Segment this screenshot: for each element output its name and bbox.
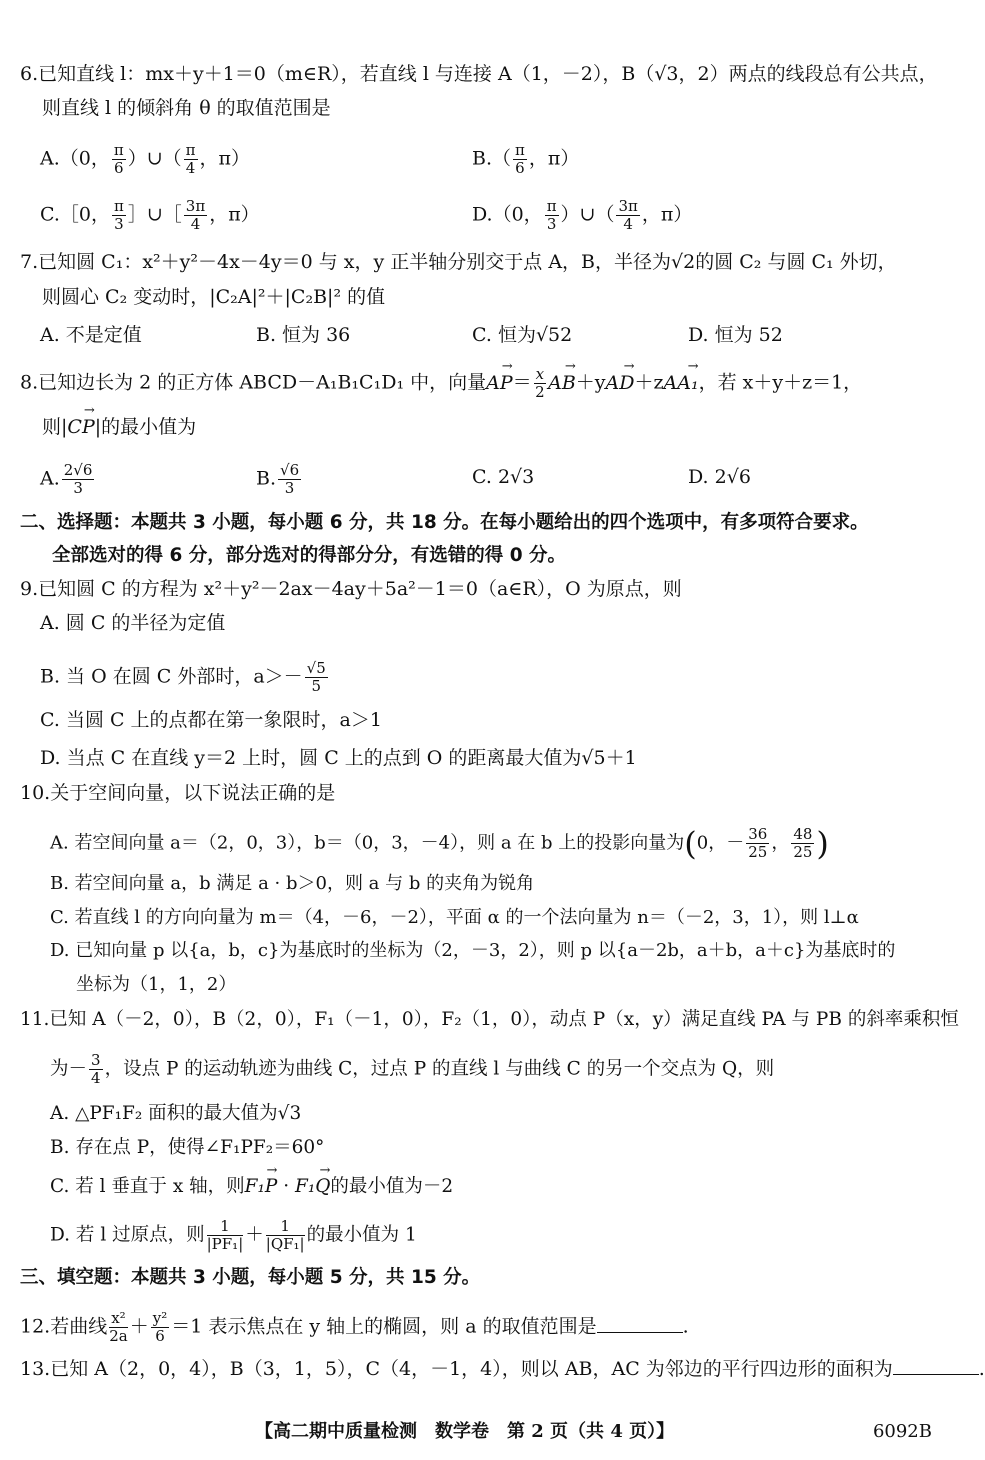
q11-option-d: D. 若 l 过原点，则 $\frac{1}{\text{|PF₁|}}$ ＋ $\frac{1}{\text{|QF₁|}}$ 的最小值为 1 [50, 1217, 417, 1253]
footer-code: 6092B [872, 1421, 932, 1442]
q6-stem-line2: 则直线 l 的倾斜角 θ 的取值范围是 [42, 97, 331, 119]
q9-option-d: D. 当点 C 在直线 y＝2 上时，圆 C 上的点到 O 的距离最大值为√5＋1 [40, 747, 637, 769]
q7-option-c: C. 恒为√52 [472, 324, 573, 346]
q8-option-a: A. $\frac{2√6}{3}$ [40, 461, 93, 497]
q10-option-d-line2: 坐标为（1，1，2） [76, 974, 237, 995]
q11-option-c: C. 若 l 垂直于 x 轴，则 → F₁P · → F₁Q的最小值为－2 [50, 1163, 454, 1197]
q10-option-a: A. 若空间向量 a＝（2，0，3），b＝（0，3，－4），则 a 在 b 上的投影向量为(0，－ $\frac{36}{25}$ ， $\frac{48}{25}$ ) [50, 824, 829, 863]
q11-option-b: B. 存在点 P，使得∠F₁PF₂＝60° [50, 1137, 325, 1158]
q6-stem-line1: 6.已知直线 l：mx＋y＋1＝0（m∈R），若直线 l 与连接 A（1，－2），B（√3，2）两点的线段总有公共点， [20, 63, 938, 85]
q9-option-b: B. 当 O 在圆 C 外部时，a＞－ $\frac{√5}{5}$ [40, 659, 326, 695]
q13-answer-blank[interactable] [893, 1356, 979, 1375]
q12-stem: 12.若曲线 $\frac{\text{x²}}{2a}$ ＋ $\frac{\text{y²}}{6}$ ＝1 表示焦点在 y 轴上的椭圆，则 a 的取值范围是 . [20, 1309, 689, 1345]
section-3-heading: 三、填空题：本题共 3 小题，每小题 5 分，共 15 分。 [20, 1267, 481, 1288]
q11-option-a: A. △PF₁F₂ 面积的最大值为√3 [50, 1103, 302, 1124]
q13-stem: 13.已知 A（2，0，4），B（3，1，5），C（4，－1，4），则以 AB，AC 为邻边的平行四边形的面积为 . [20, 1358, 985, 1380]
footer-title: 【高二期中质量检测 数学卷 第 2 页（共 4 页）】 [255, 1421, 675, 1442]
q7-stem-line2: 则圆心 C₂ 变动时，|C₂A|²＋|C₂B|² 的值 [42, 286, 386, 308]
q8-option-b: B. $\frac{√6}{3}$ [256, 461, 300, 497]
q10-option-d-line1: D. 已知向量 p 以{a，b，c}为基底时的坐标为（2，－3，2），则 p 以{a－2b，a＋b，a＋c}为基底时的 [50, 940, 896, 961]
q9-option-a: A. 圆 C 的半径为定值 [40, 612, 226, 634]
q9-stem: 9.已知圆 C 的方程为 x²＋y²－2ax－4ay＋5a²－1＝0（a∈R），O 为原点，则 [20, 578, 682, 600]
q8-option-c: C. 2√3 [472, 466, 535, 488]
q10-option-c: C. 若直线 l 的方向向量为 m＝（4，－6，－2），平面 α 的一个法向量为 n＝（－2，3，1），则 l⊥α [50, 907, 859, 928]
q8-stem-line2: 则| → CP|的最小值为 [42, 403, 197, 438]
q6-option-d: D.（0， $\frac{\pi}{3}$ ）∪（ $\frac{3\pi}{4}$ ，π） [472, 197, 693, 233]
q7-option-a: A. 不是定值 [40, 324, 142, 346]
q6-option-c: C.［0， $\frac{\pi}{3}$ ］∪［ $\frac{3\pi}{4}$ ，π） [40, 197, 260, 233]
section-2-instructions: 全部选对的得 6 分，部分选对的得部分分，有选错的得 0 分。 [52, 545, 567, 566]
q7-option-d: D. 恒为 52 [688, 324, 783, 346]
q10-option-b: B. 若空间向量 a，b 满足 a · b＞0，则 a 与 b 的夹角为锐角 [50, 873, 535, 894]
q6-option-b: B.（ $\frac{\pi}{6}$ ，π） [472, 141, 580, 177]
section-2-heading: 二、选择题：本题共 3 小题，每小题 6 分，共 18 分。在每小题给出的四个选项中，有多项符合要求。 [20, 512, 869, 533]
q11-stem-line2: 为－ $\frac{3}{4}$ ，设点 P 的运动轨迹为曲线 C，过点 P 的直线 l 与曲线 C 的另一个交点为 Q，则 [50, 1051, 775, 1087]
q10-stem: 10.关于空间向量，以下说法正确的是 [20, 782, 336, 804]
q11-stem-line1: 11.已知 A（－2，0），B（2，0），F₁（－1，0），F₂（1，0），动点 P（x，y）满足直线 PA 与 PB 的斜率乘积恒 [20, 1009, 959, 1030]
q12-answer-blank[interactable] [597, 1314, 683, 1333]
q6-option-a: A.（0， $\frac{\pi}{6}$ ）∪（ $\frac{\pi}{4}$ ，π） [40, 141, 250, 177]
q7-option-b: B. 恒为 36 [256, 324, 351, 346]
q8-option-d: D. 2√6 [688, 466, 751, 488]
q7-stem-line1: 7.已知圆 C₁：x²＋y²－4x－4y＝0 与 x，y 正半轴分别交于点 A，B，半径为√2的圆 C₂ 与圆 C₁ 外切， [20, 251, 897, 273]
q9-option-c: C. 当圆 C 上的点都在第一象限时，a＞1 [40, 709, 382, 731]
q8-stem-line1: 8.已知边长为 2 的正方体 ABCD－A₁B₁C₁D₁ 中，向量 → AP＝ $\frac{x}{2}$ → AB＋y → AD＋z → AA₁，若 x＋y＋z＝1， [20, 358, 863, 401]
